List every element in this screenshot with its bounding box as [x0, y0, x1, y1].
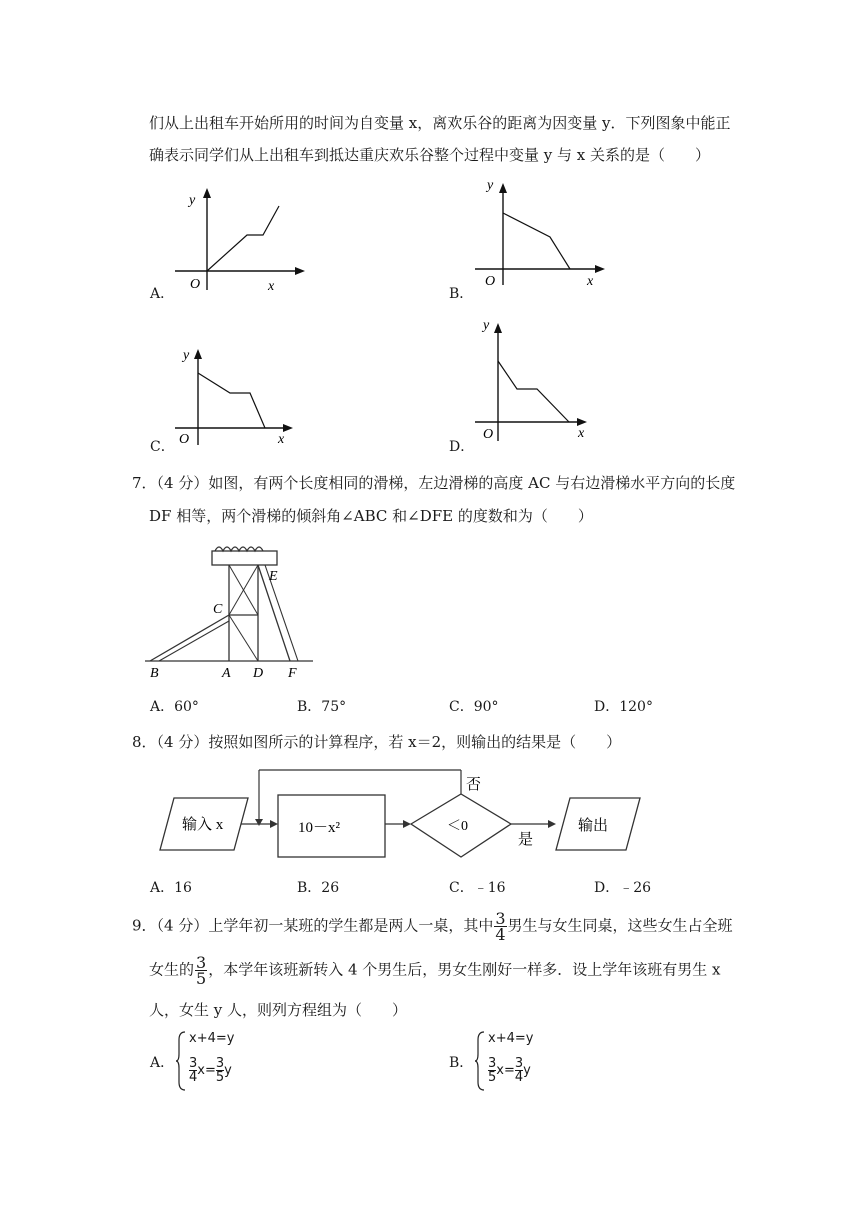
q6-option-c-label: C． [150, 439, 175, 455]
q6-graph-a [165, 180, 305, 295]
graph-d-y-label: y [483, 318, 490, 333]
q6-line-1: 们从上出租车开始所用的时间为自变量 x，离欢乐谷的距离为因变量 y．下列图象中能正 [149, 114, 731, 132]
graph-c-y-label: y [183, 348, 190, 363]
q6-line-2: 确表示同学们从上出租车到抵达重庆欢乐谷整个过程中变量 y 与 x 关系的是（ ） [149, 146, 711, 164]
q7-line-2: DF 相等，两个滑梯的倾斜角∠ABC 和∠DFE 的度数和为（ ） [149, 507, 593, 525]
label-b: B [150, 666, 159, 681]
brace-icon [175, 1030, 187, 1092]
q9-line-2 [149, 955, 721, 986]
graph-b-origin: O [485, 274, 496, 289]
q6-graph-b [465, 175, 610, 290]
graph-b-x-label: x [587, 274, 594, 289]
q9-option-a-system [175, 1030, 295, 1092]
q8-option-b: B．26 [297, 880, 340, 896]
q8-flowchart [150, 762, 650, 862]
option-a-eq2: $\frac{3}{4}$ x= $\frac{3}{5}$ y [189, 1056, 232, 1085]
option-b-eq1: x+4=y [488, 1031, 534, 1046]
q8-line-1: 8．（4 分）按照如图所示的计算程序，若 x＝2，则输出的结果是（ ） [132, 733, 622, 751]
graph-c-x-label: x [278, 432, 285, 447]
q9-line-2-start: 女生的 [149, 960, 195, 979]
q7-line-1: 7．（4 分）如图，有两个长度相同的滑梯，左边滑梯的高度 AC 与右边滑梯水平方向的长度 [132, 474, 736, 492]
label-d: D [253, 666, 264, 681]
option-b-eq2: $\frac{3}{5}$ x= $\frac{3}{4}$ y [488, 1056, 531, 1085]
q7-option-a: A．60° [150, 699, 199, 715]
q9-option-b-system [474, 1030, 594, 1092]
graph-b-y-label: y [487, 178, 494, 193]
q9-line-2-end: ，本学年该班新转入 4 个男生后，男女生刚好一样多．设上学年该班有男生 x [208, 960, 721, 979]
label-f: F [288, 666, 297, 681]
q9-line-1-end: 男生与女生同桌，这些女生占全班 [507, 916, 733, 935]
graph-d-origin: O [483, 427, 494, 442]
label-a: A [222, 666, 231, 681]
label-e: E [269, 569, 278, 584]
option-a-eq1: x+4=y [189, 1031, 235, 1046]
q7-option-c: C．90° [449, 699, 499, 715]
q6-option-a-label: A． [150, 286, 175, 302]
q8-option-d: D．﹣26 [594, 880, 652, 896]
fraction-3-5: $\frac{3}{5}$ [196, 953, 207, 988]
q9-line-1-start: 9．（4 分）上学年初一某班的学生都是两人一桌，其中 [132, 916, 494, 935]
flow-decision-label: ＜0 [447, 819, 468, 834]
flow-process-label: 10－x² [298, 820, 340, 836]
graph-a-origin: O [190, 277, 201, 292]
q9-option-a-label: A． [150, 1055, 175, 1071]
flow-yes-label: 是 [518, 832, 534, 848]
q6-option-b-label: B． [449, 286, 474, 302]
q6-graph-c [165, 343, 310, 453]
flow-no-label: 否 [466, 777, 482, 793]
flow-output-label: 输出 [578, 818, 609, 834]
q8-option-a: A．16 [150, 880, 192, 896]
q6-option-d-label: D． [449, 439, 475, 455]
q6-graph-d [465, 313, 605, 448]
label-c: C [213, 602, 223, 617]
graph-a-y-label: y [189, 193, 196, 208]
q7-option-b: B．75° [297, 699, 347, 715]
graph-d-x-label: x [578, 426, 585, 441]
graph-c-origin: O [179, 432, 190, 447]
q7-option-d: D．120° [594, 699, 653, 715]
q9-line-3: 人，女生 y 人，则列方程组为（ ） [149, 1001, 408, 1019]
flow-input-label: 输入 x [182, 817, 224, 833]
brace-icon [474, 1030, 486, 1092]
q7-slide-figure [145, 535, 320, 685]
q8-option-c: C．﹣16 [449, 880, 506, 896]
fraction-3-4: $\frac{3}{4}$ [495, 909, 506, 944]
q9-option-b-label: B． [449, 1055, 474, 1071]
q9-line-1 [132, 911, 733, 942]
graph-a-x-label: x [268, 279, 275, 294]
